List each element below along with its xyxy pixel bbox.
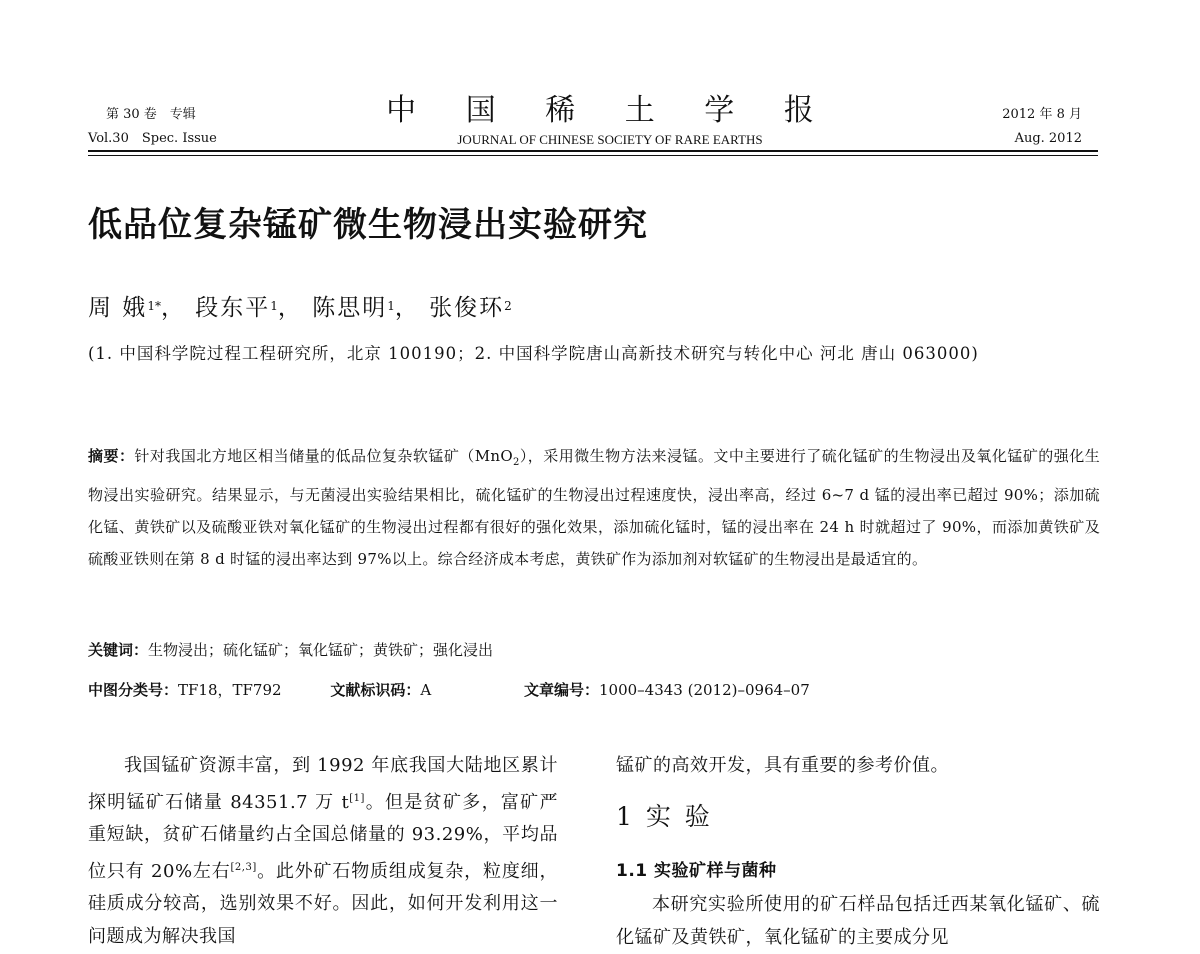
journal-name-cn: 中 国 稀 土 学 报 [386,93,834,128]
author-name: 段东平 [195,295,271,321]
journal-name [380,92,840,150]
paper-title: 低品位复杂锰矿微生物浸出实验研究 [88,205,648,245]
volume-cn: 第 30 卷 专辑 [106,107,196,122]
keywords-text: 生物浸出；硫化锰矿；氧化锰矿；黄铁矿；强化浸出 [148,641,494,659]
clc-label: 中图分类号： [88,681,179,699]
volume-en: Vol.30 Spec. Issue [88,131,217,146]
classification-line [88,676,1100,704]
author-name: 张俊环 [429,295,505,321]
keywords [88,636,493,664]
date-en: Aug. 2012 [1014,131,1082,146]
intro-continuation: 锰矿的高效开发，具有重要的参考价值。 [616,755,949,776]
affiliations: (1. 中国科学院过程工程研究所，北京 100190；2. 中国科学院唐山高新技术研究与转化中心 河北 唐山 063000) [88,344,979,363]
citation: [2,3] [230,861,257,873]
author-affiliation-mark: 1 [387,299,395,313]
journal-name-en: JOURNAL OF CHINESE SOCIETY OF RARE EARTHS [457,132,763,147]
intro-text-3: 。此外矿石物质组成复杂，粒度细，硅质成分较高，选别效果不好。因此，如何开发利用这一问题成为解决我国 [88,860,558,947]
body-left-column [88,750,558,953]
abstract-label: 摘要： [88,447,135,465]
author-list [88,290,512,326]
article-number-value: 1000–4343 (2012)–0964–07 [599,681,810,699]
issue-date [1002,103,1082,151]
methods-paragraph: 本研究实验所使用的矿石样品包括迁西某氧化锰矿、硫化锰矿及黄铁矿，氧化锰矿的主要成分见 [616,894,1100,948]
intro-paragraph [88,750,558,953]
intro-text-2: 。但是贫矿多，富矿严重短缺，贫矿石储量约占全国总储量的 93.29%，平均品位只有 20%左右 [88,791,558,882]
author-affiliation-mark: 1* [147,299,161,313]
doc-code-value: A [420,681,432,699]
author-affiliation-mark: 1 [270,299,278,313]
date-cn: 2012 年 8 月 [1002,107,1082,122]
author-name: 周 娥 [88,295,148,321]
abstract-text-post: ），采用微生物方法来浸锰。文中主要进行了硫化锰矿的生物浸出及氧化锰矿的强化生物浸出实验研究。结果显示，与无菌浸出实验结果相比，硫化锰矿的生物浸出过程速度快，浸出率高，经过 6~7 d 锰的浸出率已超过 90%；添加硫化锰、黄铁矿以及硫酸亚铁对氧化锰矿的生物浸出过程都有很好的强化效果，添加硫化锰时，锰的浸出率在 24 h 时就超过了 90%，而添加黄铁矿及硫酸亚铁则在第 8 d 时锰的浸出率达到 97%以上。综合经济成本考虑，黄铁矿作为添加剂对软锰矿的生物浸出是最适宜的。 [88,447,1101,568]
header-rule-thin [88,155,1098,156]
author-affiliation-mark: 2 [504,299,512,313]
abstract-subscript: 2 [512,457,520,468]
section-heading: 1 实 验 [616,801,713,831]
doc-code-label: 文献标识码： [330,681,421,699]
header-rule-thick [88,150,1098,152]
subsection-heading: 1.1 实验矿样与菌种 [616,860,777,881]
author-separator: ， [160,295,186,321]
abstract-text-pre: 针对我国北方地区相当储量的低品位复杂软锰矿（MnO [134,447,513,465]
abstract [88,440,1100,575]
author-separator: ， [394,295,420,321]
volume-info [88,103,217,151]
author-name: 陈思明 [312,295,388,321]
body-right-column [616,750,1100,954]
clc-value: TF18，TF792 [178,681,282,699]
keywords-label: 关键词： [88,641,149,659]
intro-text-1: 我国锰矿资源丰富，到 1992 年底我国大陆地区累计探明锰矿石储量 84351.7 万 t [88,755,558,813]
author-separator: ， [277,295,303,321]
article-number-label: 文章编号： [523,681,599,699]
citation: [1] [349,792,365,804]
